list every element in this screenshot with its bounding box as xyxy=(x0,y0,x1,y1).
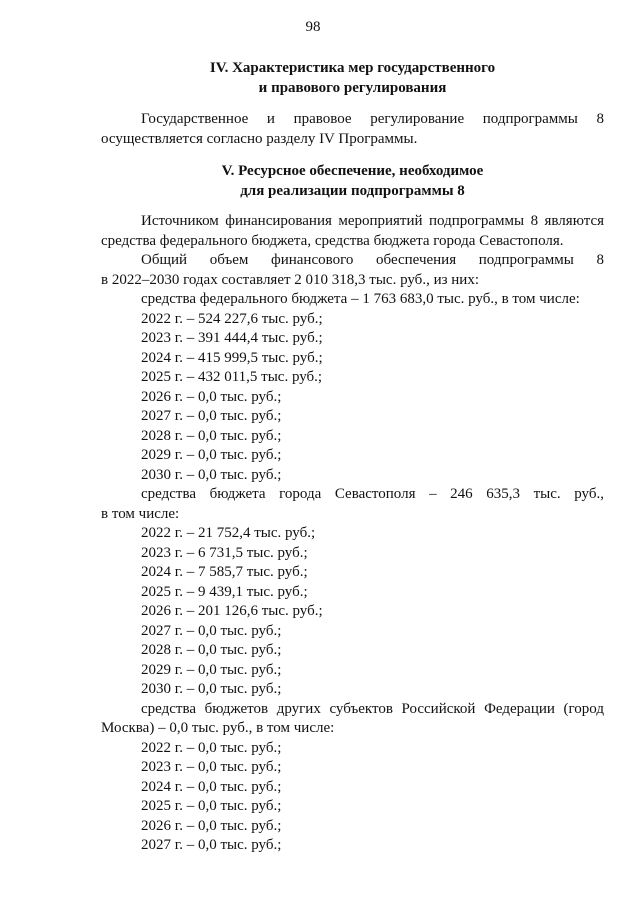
section-5-heading-line-1: V. Ресурсное обеспечение, необходимое xyxy=(221,163,484,179)
city-budget-intro xyxy=(101,485,604,524)
year-amount-line: 2022 г. – 524 227,6 тыс. руб.; xyxy=(141,310,323,327)
section-4-paragraph-line-1: Государственное и правовое регулирование подпрограммы 8 xyxy=(141,111,604,127)
year-amount-line: 2027 г. – 0,0 тыс. руб.; xyxy=(141,622,282,639)
city-budget-intro-line-2: в том числе: xyxy=(101,505,180,522)
year-amount-line: 2030 г. – 0,0 тыс. руб.; xyxy=(141,466,282,483)
page-number: 98 xyxy=(305,19,321,35)
section-4-paragraph-line-2: осуществляется согласно разделу IV Программы. xyxy=(101,130,418,147)
year-amount-line: 2027 г. – 0,0 тыс. руб.; xyxy=(141,408,282,424)
year-amount-line: 2025 г. – 432 011,5 тыс. руб.; xyxy=(141,369,323,385)
section-4-heading-line-2: и правового регулирования xyxy=(258,80,447,96)
year-amount-line: 2028 г. – 0,0 тыс. руб.; xyxy=(141,642,282,658)
year-amount-line: 2027 г. – 0,0 тыс. руб.; xyxy=(141,837,282,853)
federal-budget-intro: средства федерального бюджета – 1 763 683,0 тыс. руб., в том числе: xyxy=(141,291,580,307)
year-amount-line: 2024 г. – 415 999,5 тыс. руб.; xyxy=(141,349,323,366)
year-amount-line: 2029 г. – 0,0 тыс. руб.; xyxy=(141,447,282,463)
year-amount-line: 2022 г. – 0,0 тыс. руб.; xyxy=(141,739,282,756)
section-4-paragraph xyxy=(101,110,604,149)
total-funding-paragraph xyxy=(101,251,604,290)
other-subjects-intro-line-2: Москва) – 0,0 тыс. руб., в том числе: xyxy=(101,720,335,736)
year-amount-line: 2026 г. – 201 126,6 тыс. руб.; xyxy=(141,603,323,619)
section-5-heading xyxy=(101,161,604,201)
city-budget-years xyxy=(141,524,323,700)
other-subjects-budget-intro xyxy=(101,700,604,739)
year-amount-line: 2024 г. – 7 585,7 тыс. руб.; xyxy=(141,564,308,580)
year-amount-line: 2028 г. – 0,0 тыс. руб.; xyxy=(141,427,282,444)
section-4-heading xyxy=(101,58,604,98)
year-amount-line: 2029 г. – 0,0 тыс. руб.; xyxy=(141,661,282,678)
year-amount-line: 2030 г. – 0,0 тыс. руб.; xyxy=(141,681,282,697)
year-amount-line: 2025 г. – 0,0 тыс. руб.; xyxy=(141,798,282,814)
year-amount-line: 2023 г. – 391 444,4 тыс. руб.; xyxy=(141,330,323,346)
year-amount-line: 2023 г. – 0,0 тыс. руб.; xyxy=(141,759,282,775)
city-budget-intro-line-1: средства бюджета города Севастополя – 246 635,3 тыс. руб., xyxy=(141,486,604,502)
federal-budget-years xyxy=(141,310,323,486)
year-amount-line: 2023 г. – 6 731,5 тыс. руб.; xyxy=(141,544,308,561)
total-funding-line-2: в 2022–2030 годах составляет 2 010 318,3 тыс. руб., из них: xyxy=(101,271,479,288)
other-subjects-budget-years xyxy=(141,739,281,856)
other-subjects-intro-line-1: средства бюджетов других субъектов Российской Федерации (город xyxy=(141,700,604,717)
section-5-heading-line-2: для реализации подпрограммы 8 xyxy=(240,183,465,199)
funding-sources-line-1: Источником финансирования мероприятий подпрограммы 8 являются xyxy=(141,213,604,229)
year-amount-line: 2024 г. – 0,0 тыс. руб.; xyxy=(141,778,282,795)
funding-sources-paragraph xyxy=(101,212,604,251)
total-funding-line-1: Общий объем финансового обеспечения подпрограммы 8 xyxy=(141,252,604,268)
year-amount-line: 2022 г. – 21 752,4 тыс. руб.; xyxy=(141,525,316,541)
year-amount-line: 2025 г. – 9 439,1 тыс. руб.; xyxy=(141,583,308,600)
year-amount-line: 2026 г. – 0,0 тыс. руб.; xyxy=(141,817,282,834)
section-4-heading-line-1: IV. Характеристика мер государственного xyxy=(209,60,496,76)
year-amount-line: 2026 г. – 0,0 тыс. руб.; xyxy=(141,388,282,405)
funding-sources-line-2: средства федерального бюджета, средства бюджета города Севастополя. xyxy=(101,232,564,249)
